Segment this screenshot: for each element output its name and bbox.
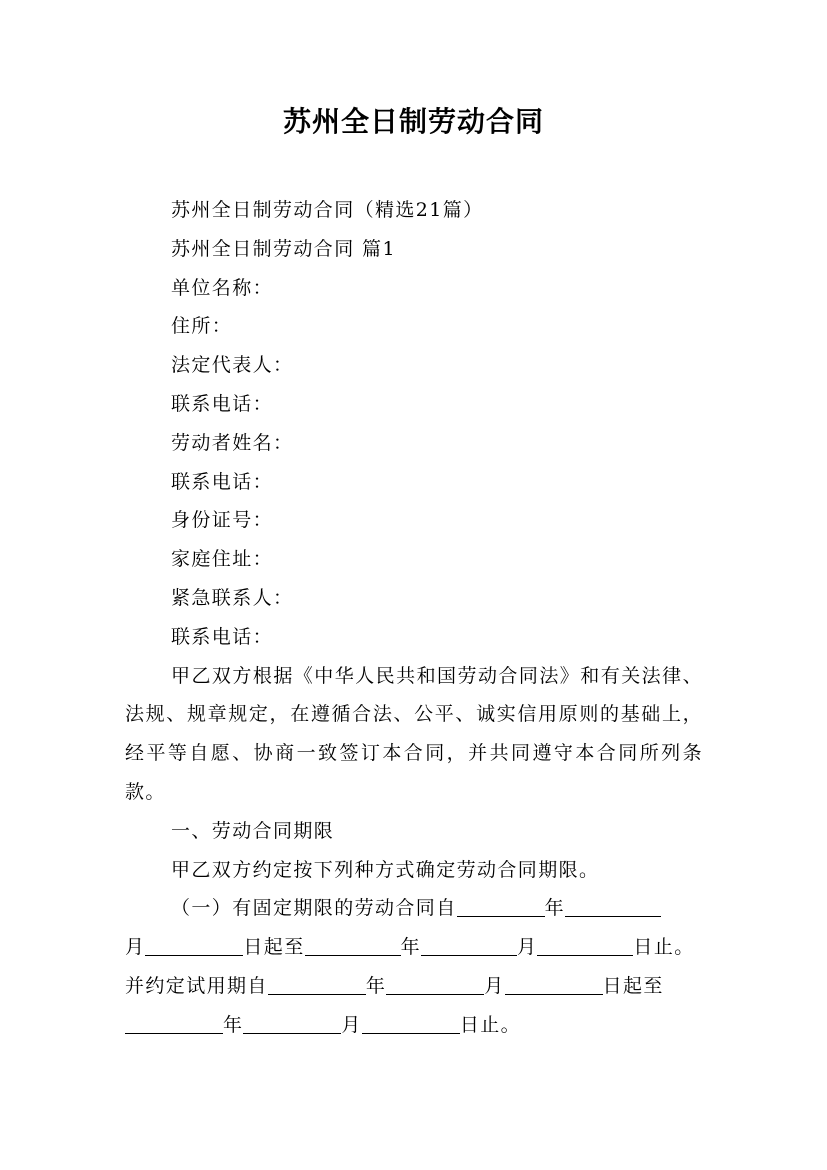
field-emergency-contact: 紧急联系人： [171,586,294,609]
label-month: 月 [125,936,146,959]
label-year: 年 [365,974,387,997]
blank-trial-end-year [125,1013,223,1034]
blank-start-year [457,896,545,917]
blank-trial-end-month [243,1013,341,1034]
field-employee-name: 劳动者姓名： [171,431,294,454]
fixed-term-line-1 [125,889,703,928]
document-body [125,191,703,1045]
blank-end-year [305,935,401,956]
field-legal-representative: 法定代表人： [171,354,294,377]
label-day-end: 日止。 [459,1013,522,1036]
intro-paragraph: 甲乙双方根据《中华人民共和国劳动合同法》和有关法律、法规、规章规定，在遵循合法、公平、诚实信用原则的基础上，经平等自愿、协商一致签订本合同，并共同遵守本合同所列条款。 [125,664,703,803]
blank-trial-start-day [505,974,603,995]
label-year: 年 [223,1013,244,1036]
clause-heading: 一、劳动合同期限 [171,819,335,842]
fixed-term-line-3 [125,967,703,1006]
blank-trial-end-day [362,1013,460,1034]
blank-trial-start-month [386,974,484,995]
label-day-end: 日止。 [633,936,695,959]
blank-trial-start-year [268,974,366,995]
field-employer-address: 住所： [171,315,233,338]
section-title: 苏州全日制劳动合同 篇1 [171,237,396,260]
blank-end-day [537,935,633,956]
label-month: 月 [484,974,505,997]
blank-start-month [565,896,661,917]
document-subtitle: 苏州全日制劳动合同（精选21篇） [171,199,484,221]
trial-prefix: 并约定试用期自 [125,974,268,997]
label-day-from: 日起至 [243,936,305,959]
field-employer-name: 单位名称： [171,276,274,299]
label-year: 年 [544,897,566,920]
label-trial-day-from: 日起至 [602,974,664,997]
fixed-term-line-2 [125,928,703,967]
document-title: 苏州全日制劳动合同 [282,105,544,138]
field-emergency-phone: 联系电话： [171,625,274,648]
clause-text: 甲乙双方约定按下列种方式确定劳动合同期限。 [171,858,600,881]
label-year: 年 [400,936,422,959]
field-employer-phone: 联系电话： [171,392,274,415]
field-employee-phone: 联系电话： [171,470,274,493]
label-month: 月 [341,1013,362,1036]
field-home-address: 家庭住址： [171,548,274,571]
fixed-term-line-4 [125,1006,703,1045]
blank-start-day [145,935,243,956]
fixed-term-prefix: （一）有固定期限的劳动合同自 [171,897,457,920]
field-id-number: 身份证号： [171,509,274,532]
blank-end-month [421,935,517,956]
label-month: 月 [517,936,538,959]
